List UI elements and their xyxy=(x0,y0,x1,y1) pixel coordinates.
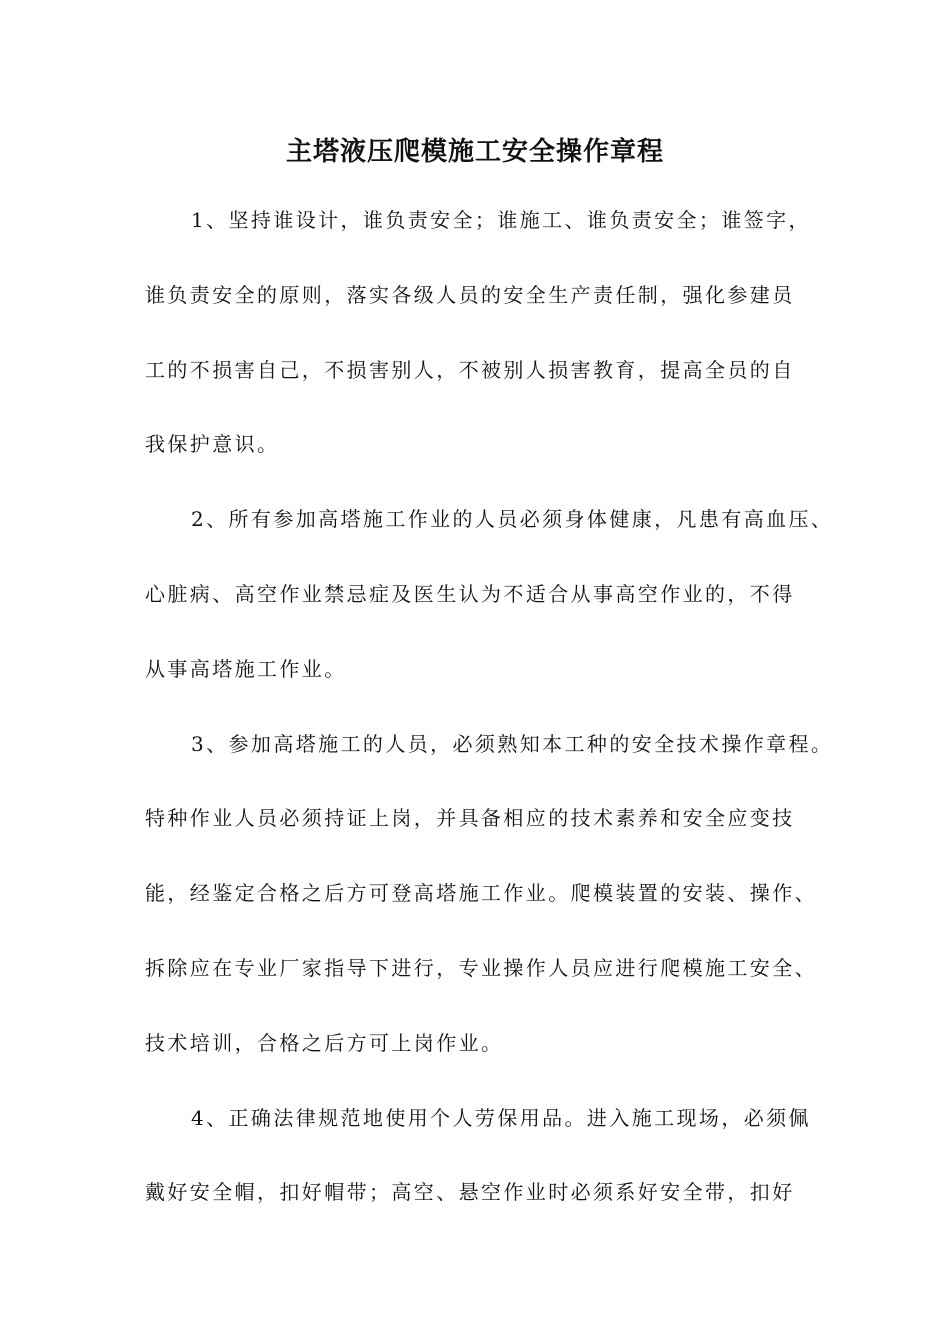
paragraph-1-line-3: 工的不损害自己，不损害别人，不被别人损害教育，提高全员的自 xyxy=(145,357,795,382)
paragraph-1-line-2: 谁负责安全的原则，落实各级人员的安全生产责任制，强化参建员 xyxy=(145,282,795,307)
paragraph-4-line-1: 4、正确法律规范地使用个人劳保用品。进入施工现场，必须佩 xyxy=(191,1105,811,1130)
document-body xyxy=(145,200,834,1247)
paragraph-3-line-3: 能，经鉴定合格之后方可登高塔施工作业。爬模装置的安装、操作、 xyxy=(145,881,817,906)
paragraph-4-line-2: 戴好安全帽，扣好帽带；高空、悬空作业时必须系好安全带，扣好 xyxy=(145,1180,795,1205)
paragraph-3-line-1: 3、参加高塔施工的人员，必须熟知本工种的安全技术操作章程。 xyxy=(191,731,834,756)
document-title: 主塔液压爬模施工安全操作章程 xyxy=(285,137,664,167)
paragraph-1-line-1: 1、坚持谁设计，谁负责安全；谁施工、谁负责安全；谁签字， xyxy=(191,208,811,232)
paragraph-2-line-1: 2、所有参加高塔施工作业的人员必须身体健康，凡患有高血压、 xyxy=(191,507,834,532)
paragraph-3-line-4: 拆除应在专业厂家指导下进行，专业操作人员应进行爬模施工安全、 xyxy=(145,955,817,980)
paragraph-3-line-5: 技术培训，合格之后方可上岗作业。 xyxy=(145,1030,504,1055)
paragraph-1-line-4: 我保护意识。 xyxy=(145,432,280,457)
paragraph-2-line-2: 心脏病、高空作业禁忌症及医生认为不适合从事高空作业的，不得 xyxy=(145,581,795,606)
paragraph-3-line-2: 特种作业人员必须持证上岗，并具备相应的技术素养和安全应变技 xyxy=(145,806,795,831)
paragraph-2-line-3: 从事高塔施工作业。 xyxy=(145,656,347,681)
